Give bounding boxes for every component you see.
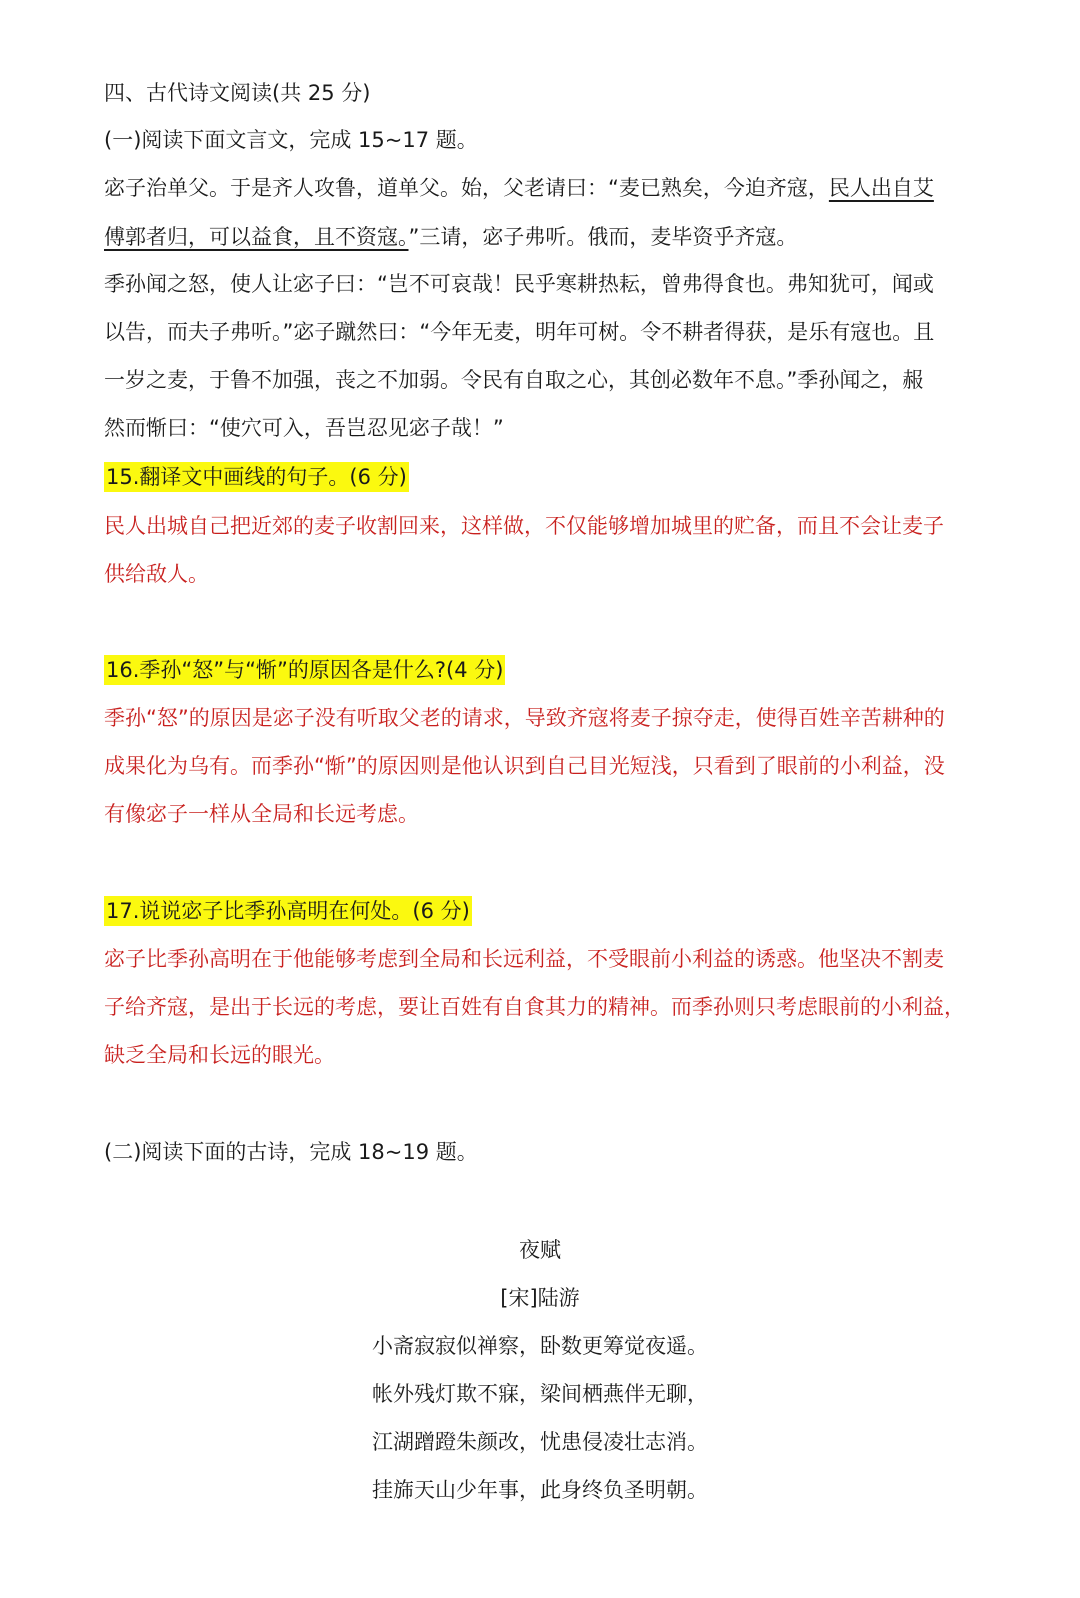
part1-heading: (一)阅读下面文言文，完成 15~17 题。 <box>104 128 478 152</box>
part2-heading: (二)阅读下面的古诗，完成 18~19 题。 <box>104 1140 478 1164</box>
passage-text: ”三请，宓子弗听。俄而，麦毕资乎齐寇。 <box>408 225 798 249</box>
passage-line-2 <box>104 222 797 252</box>
underlined-sentence: 民人出自艾 <box>828 176 934 200</box>
poem-line-4: 挂旆天山少年事，此身终负圣明朝。 <box>372 1478 708 1502</box>
question-prompt: 16.季孙“怒”与“惭”的原因各是什么?(4 分) <box>104 655 505 685</box>
question-prompt: 17.说说宓子比季孙高明在何处。(6 分) <box>104 896 472 926</box>
passage-line-6: 然而惭曰：“使穴可入，吾岂忍见宓子哉！” <box>104 416 504 440</box>
question-prompt: 15.翻译文中画线的句子。(6 分) <box>104 462 409 492</box>
poem-line-3: 江湖蹭蹬朱颜改，忧患侵凌壮志消。 <box>372 1430 708 1454</box>
passage-line-4: 以告，而夫子弗听。”宓子蹴然曰：“今年无麦，明年可树。令不耕者得获，是乐有寇也。且 <box>104 320 935 344</box>
passage-line-5: 一岁之麦，于鲁不加强，丧之不加弱。令民有自取之心，其创必数年不息。”季孙闻之，赧 <box>104 368 924 392</box>
answer-15-line-2: 供给敌人。 <box>104 562 209 586</box>
question-16 <box>104 655 505 685</box>
question-15 <box>104 462 409 492</box>
poem-line-1: 小斋寂寂似禅察，卧数更筹觉夜遥。 <box>372 1334 708 1358</box>
passage-line-3: 季孙闻之怒，使人让宓子曰：“岂不可哀哉！民乎寒耕热耘，曾弗得食也。弗知犹可，闻或 <box>104 272 934 296</box>
poem-line-2: 帐外残灯欺不寐，梁间栖燕伴无聊， <box>372 1382 708 1406</box>
passage-text: 宓子治单父。于是齐人攻鲁，道单父。始，父老请曰：“麦已熟矣，今迫齐寇， <box>104 176 829 200</box>
poem-author: [宋]陆游 <box>500 1286 580 1310</box>
section-title: 四、古代诗文阅读(共 25 分) <box>104 81 371 105</box>
answer-17-line-3: 缺乏全局和长远的眼光。 <box>104 1043 335 1067</box>
answer-16-line-1: 季孙“怒”的原因是宓子没有听取父老的请求，导致齐寇将麦子掠夺走，使得百姓辛苦耕种的 <box>104 706 945 730</box>
answer-16-line-2: 成果化为乌有。而季孙“惭”的原因则是他认识到自己目光短浅，只看到了眼前的小利益，没 <box>104 754 945 778</box>
answer-17-line-2: 子给齐寇，是出于长远的考虑，要让百姓有自食其力的精神。而季孙则只考虑眼前的小利益， <box>104 995 965 1019</box>
passage-line-1 <box>104 173 934 203</box>
question-17 <box>104 896 472 926</box>
answer-17-line-1: 宓子比季孙高明在于他能够考虑到全局和长远利益，不受眼前小利益的诱惑。他坚决不割麦 <box>104 947 944 971</box>
answer-16-line-3: 有像宓子一样从全局和长远考虑。 <box>104 802 419 826</box>
underlined-sentence: 傅郭者归，可以益食，且不资寇。 <box>104 225 409 249</box>
poem-title: 夜赋 <box>519 1238 561 1262</box>
answer-15-line-1: 民人出城自己把近郊的麦子收割回来，这样做，不仅能够增加城里的贮备，而且不会让麦子 <box>104 514 944 538</box>
